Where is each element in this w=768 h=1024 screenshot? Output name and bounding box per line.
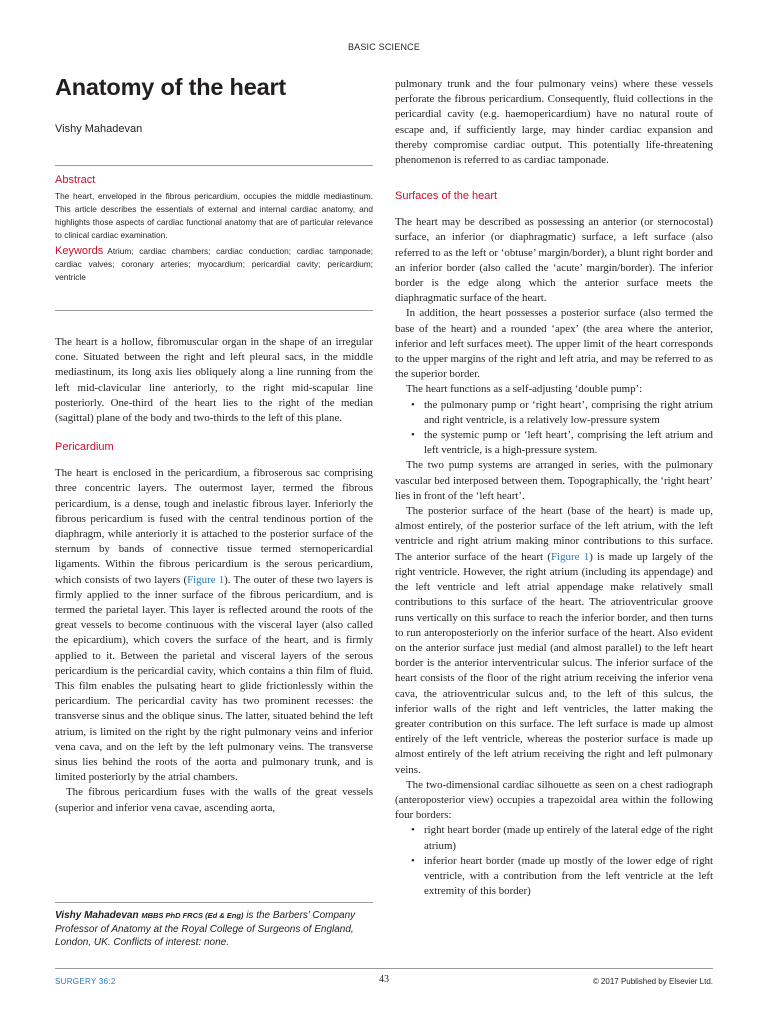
surfaces-p5-text-b: ) is made up largely of the right ventricle. However, the right atrium (including its appendage) and the left ventricle and left atrial appendage make relatively small contributions to this surface of the heart. The atrioventricular groove runs vertically on this surface to reach the inferior border, and then turns to run anteroposteriorly on the inferior surface of the heart. Also evident on the anterior surface just medial (and almost parallel) to the left heart border is the anterior interventricular sulcus. The inferior surface of the heart consists of the floor of the right atrium receiving the inferior vena cava, the atrioventricular sulcus and, to the left of this sulcus, the inferior walls of the right and left ventricles, the latter making the greater contribution on this surface. The left surface is made up almost entirely of the left ventricle, whereas the posterior surface is made up almost entirely of the left atrium receiving the right and left pulmonary veins. bbox=[395, 550, 713, 776]
footnote-text: is the Barbers’ Company Professor of Anatomy at the Royal College of Surgeons of England, London, UK. Conflicts of interest: none. bbox=[55, 910, 356, 948]
footnote-qualifications: MBBS PhD FRCS (Ed & Eng) bbox=[141, 911, 244, 920]
surfaces-p5-text-a: The posterior surface of the heart (base of the heart) is made up, almost entirely, of the posterior surface of the left atrium, with the left ventricle and right atrium making minor contributions to this surface. The anterior surface of the heart ( bbox=[395, 505, 713, 563]
author-footnote bbox=[55, 902, 373, 950]
intro-paragraph: The heart is a hollow, fibromuscular organ in the shape of an irregular cone. Situated between the right and left pleural sacs, in the middle mediastinum, its long axis lies obliquely along a line running from the left mid-clavicular line anteriorly, to the right mid-scapular line posteriorly. One-third of the heart lies to the right of the median (sagittal) plane of the body and two-thirds to the left of this plane. bbox=[55, 336, 373, 425]
article-title: Anatomy of the heart bbox=[55, 74, 287, 100]
surfaces-paragraph-2: In addition, the heart possesses a posterior surface (also termed the base of the heart) and a rounded ‘apex’ (the area where the anterior, inferior and left surfaces meet). The upper limit of the heart corresponds to the upper margins of the right and left atria, and may be referred to as the superior border. bbox=[395, 307, 713, 381]
right-column bbox=[395, 77, 713, 899]
keywords bbox=[55, 245, 373, 284]
pump-list bbox=[395, 398, 713, 459]
abstract-text: The heart, enveloped in the fibrous pericardium, occupies the middle mediastinum. This article describes the essentials of external and internal cardiac anatomy, and highlights those aspects of cardiac functional anatomy that are of particular relevance to clinical cardiac examination. bbox=[55, 191, 373, 240]
footnote-name: Vishy Mahadevan bbox=[55, 910, 139, 921]
surfaces-paragraph-4: The two pump systems are arranged in series, with the pulmonary vascular bed interposed between them. Topographically, the ‘right heart’ lies in front of the ‘left heart’. bbox=[395, 459, 713, 502]
pericardium-paragraph-2: The fibrous pericardium fuses with the walls of the great vessels (superior and inferior vena cavae, ascending aorta, bbox=[55, 786, 373, 814]
footer-divider bbox=[55, 968, 713, 969]
list-item-text: right heart border (made up entirely of the lateral edge of the right atrium) bbox=[424, 824, 713, 852]
continuation-paragraph: pulmonary trunk and the four pulmonary veins) where these vessels perforate the fibrous pericardium. Consequently, fluid collections in the pericardial cavity (e.g. haemopericardium) have no natural route of escape and, if sufficiently large, may hinder cardiac expansion and thereby compromise cardiac output. This potentially life-threatening phenomenon is referred to as cardiac tamponade. bbox=[395, 78, 713, 167]
copyright-notice: © 2017 Published by Elsevier Ltd. bbox=[592, 977, 713, 986]
list-item-text: the pulmonary pump or ‘right heart’, comprising the right atrium and right ventricle, is a relatively low-pressure system bbox=[424, 398, 713, 426]
surfaces-paragraph-1: The heart may be described as possessing an anterior (or sternocostal) surface, an inferior (or diaphragmatic) surface, a left surface (also referred to as the left or ‘obtuse’ margin/border), a blunt right border and an inferior border (also called the ‘acute’ margin/border). The inferior border is the edge along which the anterior surface meets the diaphragmatic surface of the heart. bbox=[395, 216, 713, 305]
figure-1-link[interactable]: Figure 1 bbox=[187, 573, 225, 586]
surfaces-paragraph-3: The heart functions as a self-adjusting ‘double pump’: bbox=[406, 383, 643, 396]
pericardium-heading: Pericardium bbox=[55, 441, 114, 454]
border-list bbox=[395, 823, 713, 899]
surfaces-paragraph-6: The two-dimensional cardiac silhouette as seen on a chest radiograph (anteroposterior view) occupies a trapezoidal area within the following four borders: bbox=[395, 778, 713, 822]
list-item bbox=[395, 823, 713, 853]
abstract-box bbox=[55, 165, 373, 311]
bullet-icon: • bbox=[411, 824, 415, 837]
list-item-text: the systemic pump or ‘left heart’, comprising the left atrium and left ventricle, is a high-pressure system. bbox=[424, 429, 713, 457]
page-number: 43 bbox=[379, 974, 389, 985]
author-name: Vishy Mahadevan bbox=[55, 123, 143, 135]
pericardium-p1-text-a: The heart is enclosed in the pericardium, a fibroserous sac comprising three concentric layers. The outermost layer, termed the fibrous pericardium, is a dense, tough and inelastic fibrous layer. Inferiorly the fibrous pericardium is fused with the central tendinous portion of the diaphragm, while anteriorly it is attached to the posterior surface of the sternum by bands of connective tissue termed sternopericardial ligaments. Within the fibrous pericardium is the serous pericardium, which consists of two layers ( bbox=[55, 467, 373, 586]
abstract-heading: Abstract bbox=[55, 174, 96, 186]
list-item bbox=[395, 854, 713, 900]
journal-reference[interactable]: SURGERY 36:2 bbox=[55, 977, 116, 986]
surfaces-paragraph-5 bbox=[395, 504, 713, 778]
pericardium-paragraph-1 bbox=[55, 466, 373, 785]
bullet-icon: • bbox=[411, 854, 415, 867]
keywords-list: Atrium; cardiac chambers; cardiac conduction; cardiac tamponade; cardiac valves; coronary arteries; myocardium; pericardial cavity; pericardium; ventricle bbox=[55, 246, 373, 282]
pericardium-p1-text-b: ). The outer of these two layers is firmly applied to the inner surface of the fibrous pericardium, and is termed the parietal layer. This layer is reflected around the roots of the great vessels to become continuous with the visceral layer (also called the epicardium), which covers the surface of the heart, and is firmly applied to it. Between the parietal and visceral layers of the serous pericardium is the pericardial cavity, which contains a thin film of fluid. This film enables the pulsating heart to glide frictionlessly within the pericardium. The pericardial cavity has two prominent recesses: the transverse sinus and the oblique sinus. The latter, situated behind the left atrium, is limited on the right by the right pulmonary veins and inferior vena cava, and on the left by the left pulmonary veins. The transverse sinus lies behind the roots of the aorta and pulmonary trunk, and is limited posteriorly by the atrial chambers. bbox=[55, 573, 373, 784]
bullet-icon: • bbox=[411, 398, 415, 411]
running-head: BASIC SCIENCE bbox=[347, 42, 421, 52]
keywords-label: Keywords bbox=[55, 245, 104, 257]
list-item-text: inferior heart border (made up mostly of the lower edge of right ventricle, with a contribution from the left ventricle at the left extremity of this border) bbox=[424, 854, 713, 898]
list-item bbox=[395, 428, 713, 458]
list-item bbox=[395, 398, 713, 428]
surfaces-heading: Surfaces of the heart bbox=[395, 190, 498, 203]
bullet-icon: • bbox=[411, 429, 415, 442]
left-column bbox=[55, 70, 373, 816]
figure-1-link[interactable]: Figure 1 bbox=[551, 550, 590, 563]
